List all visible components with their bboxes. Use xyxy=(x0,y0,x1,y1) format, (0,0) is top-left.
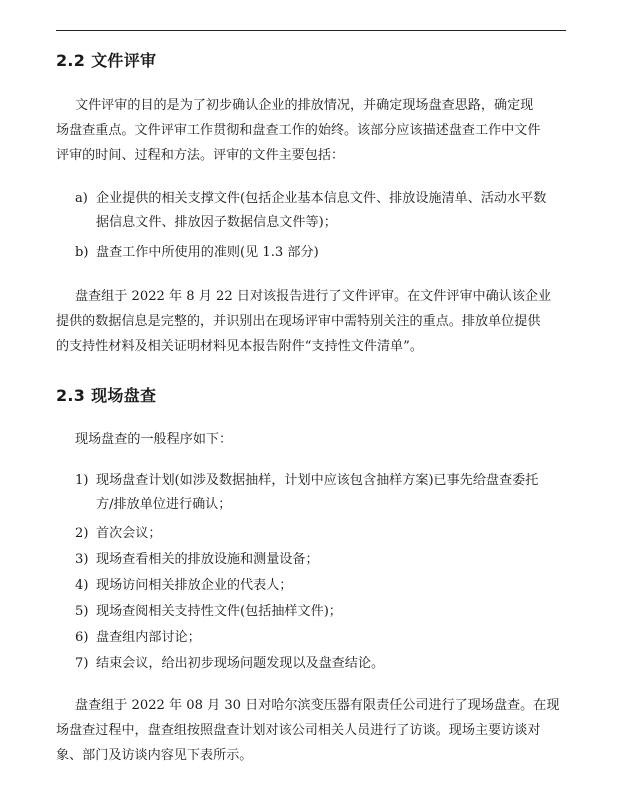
text-line: 场盘查重点。文件评审工作贯彻和盘查工作的始终。该部分应该描述盘查工作中文件 xyxy=(56,123,541,138)
list-item-5 xyxy=(75,600,569,624)
list-marker: 6) xyxy=(75,630,89,645)
text-line: 文件评审的目的是为了初步确认企业的排放情况，并确定现场盘查思路，确定现 xyxy=(75,98,534,113)
procedure-intro xyxy=(75,427,569,452)
list-item-6 xyxy=(75,626,569,650)
text-line: 场盘查过程中，盘查组按照盘查计划对该公司相关人员进行了访谈。现场主要访谈对 xyxy=(56,723,541,738)
paragraph-review-date xyxy=(56,284,569,359)
list-marker: 5) xyxy=(75,604,89,619)
paragraph-review-purpose xyxy=(56,93,569,168)
text-line: 的支持性材料及相关证明材料见本报告附件“支持性文件清单”。 xyxy=(56,339,423,354)
section-heading-2-2: 2.2 文件评审 xyxy=(56,51,157,70)
text-line: 提供的数据信息是完整的，并识别出在现场评审中需特别关注的重点。排放单位提供 xyxy=(56,314,541,329)
list-marker: 1) xyxy=(75,473,89,488)
list-item-2 xyxy=(75,522,569,546)
list-text: 结束会议，给出初步现场问题发现以及盘查结论。 xyxy=(96,656,385,671)
list-item-1 xyxy=(75,469,569,517)
list-item-7 xyxy=(75,652,569,676)
paragraph-site-inspection xyxy=(56,693,569,768)
section-heading-2-3: 2.3 现场盘查 xyxy=(56,386,157,405)
list-item-4 xyxy=(75,574,569,598)
text-line: 盘查组于 2022 年 08 月 30 日对哈尔滨变压器有限责任公司进行了现场盘查。在现 xyxy=(75,698,560,713)
list-text: 首次会议； xyxy=(96,526,162,541)
text-line: 评审的时间、过程和方法。评审的文件主要包括： xyxy=(56,148,345,163)
list-marker: a) xyxy=(75,191,88,206)
list-text: 盘查工作中所使用的准则(见 1.3 部分) xyxy=(96,245,319,260)
list-marker: 4) xyxy=(75,578,89,593)
list-text-continued: 据信息文件、排放因子数据信息文件等)； xyxy=(96,215,337,230)
list-text-continued: 方/排放单位进行确认； xyxy=(96,497,232,512)
text-line: 象、部门及访谈内容见下表所示。 xyxy=(56,748,253,763)
list-item-3 xyxy=(75,548,569,572)
list-text: 企业提供的相关支撑文件(包括企业基本信息文件、排放设施清单、活动水平数 xyxy=(96,191,547,206)
text-line: 盘查组于 2022 年 8 月 22 日对该报告进行了文件评审。在文件评审中确认该企业 xyxy=(75,289,552,304)
list-text: 现场查看相关的排放设施和测量设备； xyxy=(96,552,319,567)
list-text: 现场盘查计划(如涉及数据抽样，计划中应该包含抽样方案)已事先给盘查委托 xyxy=(96,473,539,488)
list-marker: b) xyxy=(75,245,89,260)
header-rule xyxy=(56,30,566,31)
text-line: 现场盘查的一般程序如下： xyxy=(75,432,233,447)
list-marker: 2) xyxy=(75,526,89,541)
list-text: 盘查组内部讨论； xyxy=(96,630,201,645)
list-marker: 7) xyxy=(75,656,89,671)
list-item-b xyxy=(75,241,569,265)
list-marker: 3) xyxy=(75,552,89,567)
list-item-a xyxy=(75,187,569,235)
list-text: 现场查阅相关支持性文件(包括抽样文件)； xyxy=(96,604,342,619)
list-text: 现场访问相关排放企业的代表人； xyxy=(96,578,293,593)
